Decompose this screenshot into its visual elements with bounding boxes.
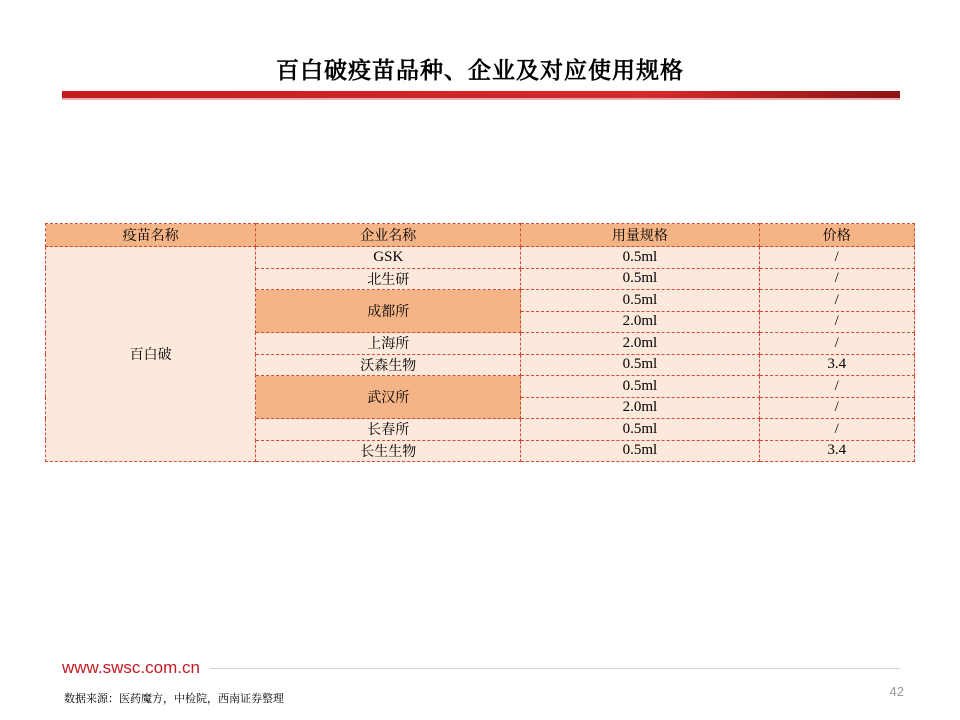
page-number: 42	[889, 684, 904, 699]
spec-cell: 0.5ml	[521, 268, 759, 290]
spec-cell: 0.5ml	[521, 354, 759, 376]
header-vaccine-name: 疫苗名称	[46, 224, 256, 247]
price-cell: /	[759, 290, 914, 312]
spec-cell: 2.0ml	[521, 397, 759, 419]
footer-divider	[210, 668, 900, 669]
price-cell: /	[759, 311, 914, 333]
company-cell: 长生生物	[256, 440, 521, 462]
price-cell: 3.4	[759, 440, 914, 462]
company-cell: GSK	[256, 247, 521, 269]
header-price: 价格	[759, 224, 914, 247]
header-dose-spec: 用量规格	[521, 224, 759, 247]
company-cell: 北生研	[256, 268, 521, 290]
company-cell: 上海所	[256, 333, 521, 355]
data-source-note: 数据来源：医药魔方，中检院，西南证券整理	[64, 692, 284, 705]
slide-title: 百白破疫苗品种、企业及对应使用规格	[276, 58, 684, 84]
price-cell: /	[759, 268, 914, 290]
footer-url-link[interactable]: www.swsc.com.cn	[62, 658, 200, 677]
price-cell: /	[759, 333, 914, 355]
spec-cell: 0.5ml	[521, 419, 759, 441]
table-row	[46, 247, 915, 269]
header-company-name: 企业名称	[256, 224, 521, 247]
price-cell: /	[759, 419, 914, 441]
company-cell: 沃森生物	[256, 354, 521, 376]
title-underline-bar	[62, 91, 900, 98]
spec-cell: 2.0ml	[521, 333, 759, 355]
company-cell: 长春所	[256, 419, 521, 441]
vaccine-name-cell: 百白破	[46, 247, 256, 462]
spec-cell: 0.5ml	[521, 290, 759, 312]
title-underline-shadow	[62, 98, 900, 100]
price-cell: /	[759, 247, 914, 269]
company-cell: 武汉所	[256, 376, 521, 419]
spec-cell: 0.5ml	[521, 376, 759, 398]
price-cell: /	[759, 397, 914, 419]
spec-cell: 2.0ml	[521, 311, 759, 333]
price-cell: /	[759, 376, 914, 398]
price-cell: 3.4	[759, 354, 914, 376]
vaccine-spec-table	[45, 223, 915, 462]
spec-cell: 0.5ml	[521, 247, 759, 269]
spec-cell: 0.5ml	[521, 440, 759, 462]
company-cell: 成都所	[256, 290, 521, 333]
table-header-row	[46, 224, 915, 247]
